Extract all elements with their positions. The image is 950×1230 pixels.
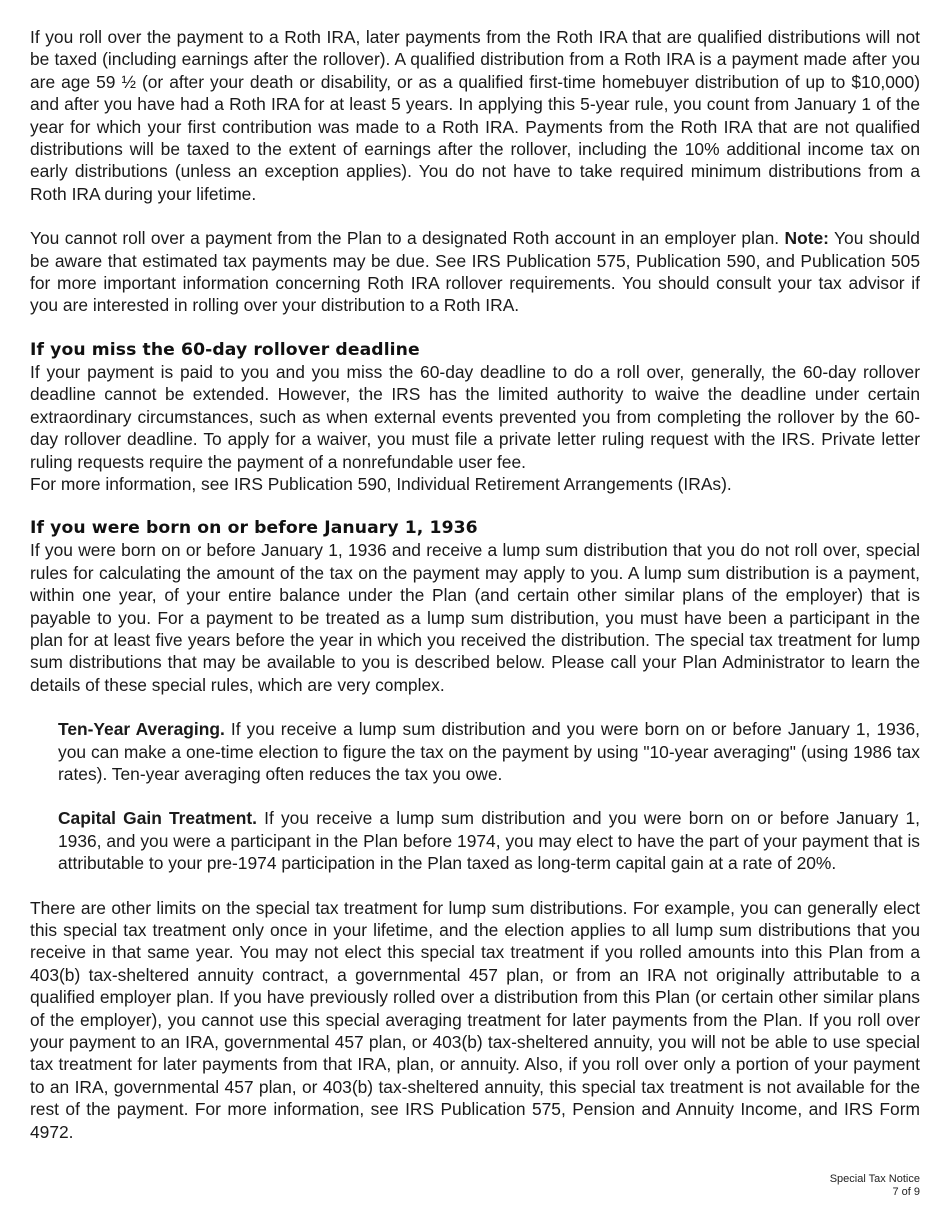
page-number: 7 of 9 [892,1186,920,1198]
born-1936-heading: If you were born on or before January 1, 1936 [30,518,478,539]
ten-year-label: Ten-Year Averaging. [58,719,225,740]
born-1936-paragraph: If you were born on or before January 1, 1936 and receive a lump sum distribution that you do not roll over, special rules for calculating the amount of the tax on the payment may apply to you. A lump sum distribution is a payment, within one year, of your entire balance under the Plan (and certain other similar plans of the employer) that is payable to you. For a payment to be treated as a lump sum distribution, you must have been a participant in the plan for at least five years before the year in which you received the distribution. The special tax treatment for lump sum distributions that may be available to you is described below. Please call your Plan Administrator to learn the details of these special rules, which are very complex. [30,540,920,695]
deadline-paragraph: If your payment is paid to you and you miss the 60-day deadline to do a roll over, generally, the 60-day rollover deadline cannot be extended. However, the IRS has the limited authority to waive the deadline under certain extraordinary circumstances, such as when external events prevented you from completing the rollover by the 60-day rollover deadline. To apply for a waiver, you must file a private letter ruling request with the IRS. Private letter ruling requests require the payment of a nonrefundable user fee. [30,361,920,472]
note-label: Note: [784,228,829,249]
note-text: You should be aware that estimated tax payments may be due. See IRS Publication 575, Publication 590, and Publication 505 for more important information concerning Roth IRA rollover requirements. You should consult your tax advisor if you are interested in rolling over your distribution to a Roth IRA. [30,228,920,316]
capital-gain-paragraph [58,807,920,874]
deadline-more-info: For more information, see IRS Publication 590, Individual Retirement Arrangements (IRAs). [30,473,732,494]
deadline-heading: If you miss the 60-day rollover deadline [30,339,420,360]
ten-year-averaging-paragraph [58,718,920,785]
other-limits-paragraph: There are other limits on the special tax treatment for lump sum distributions. For example, you can generally elect this special tax treatment only once in your lifetime, and the election applies to all lump sum distributions that you receive in that same year. You may not elect this special tax treatment if you rolled amounts into this Plan from a 403(b) tax-sheltered annuity contract, a governmental 457 plan, or from an IRA not originally attributable to a qualified employer plan. If you have previously rolled over a distribution from this Plan (or certain other similar plans of the employer), you cannot use this special averaging treatment for later payments from the Plan. If you roll over your payment to an IRA, governmental 457 plan, or 403(b) tax-sheltered annuity, you will not be able to use special tax treatment for later payments from that IRA, plan, or annuity. Also, if you roll over only a portion of your payment to an IRA, governmental 457 plan, or 403(b) tax-sheltered annuity, this special tax treatment is not available for the rest of the payment. For more information, see IRS Publication 575, Pension and Annuity Income, and IRS Form 4972. [30,897,920,1142]
roth-ira-paragraph: If you roll over the payment to a Roth IRA, later payments from the Roth IRA that are qualified distributions will not be taxed (including earnings after the rollover). A qualified distribution from a Roth IRA is a payment made after you are age 59 ½ (or after your death or disability, or as a qualified first-time homebuyer distribution of up to $10,000) and after you have had a Roth IRA for at least 5 years. In applying this 5-year rule, you count from January 1 of the year for which your first contribution was made to a Roth IRA. Payments from the Roth IRA that are not qualified distributions will be taxed to the extent of earnings after the rollover, including the 10% additional income tax on early distributions (unless an exception applies). You do not have to take required minimum distributions from a Roth IRA during your lifetime. [30,27,920,204]
roth-account-paragraph [30,227,920,317]
roth-account-text: You cannot roll over a payment from the Plan to a designated Roth account in an employer plan. [30,228,785,249]
capital-gain-text: If you receive a lump sum distribution and you were born on or before January 1, 1936, and you were a participant in the Plan before 1974, you may elect to have the part of your payment that is attributable to your pre-1974 participation in the Plan taxed as long-term capital gain at a rate of 20%. [58,808,920,874]
capital-gain-label: Capital Gain Treatment. [58,808,257,829]
page-footer [830,1173,920,1199]
footer-title: Special Tax Notice [829,1173,920,1185]
document-page [30,26,920,1143]
ten-year-text: If you receive a lump sum distribution and you were born on or before January 1, 1936, you can make a one-time election to figure the tax on the payment by using "10-year averaging" (using 1986 tax rates). Ten-year averaging often reduces the tax you owe. [58,719,920,784]
